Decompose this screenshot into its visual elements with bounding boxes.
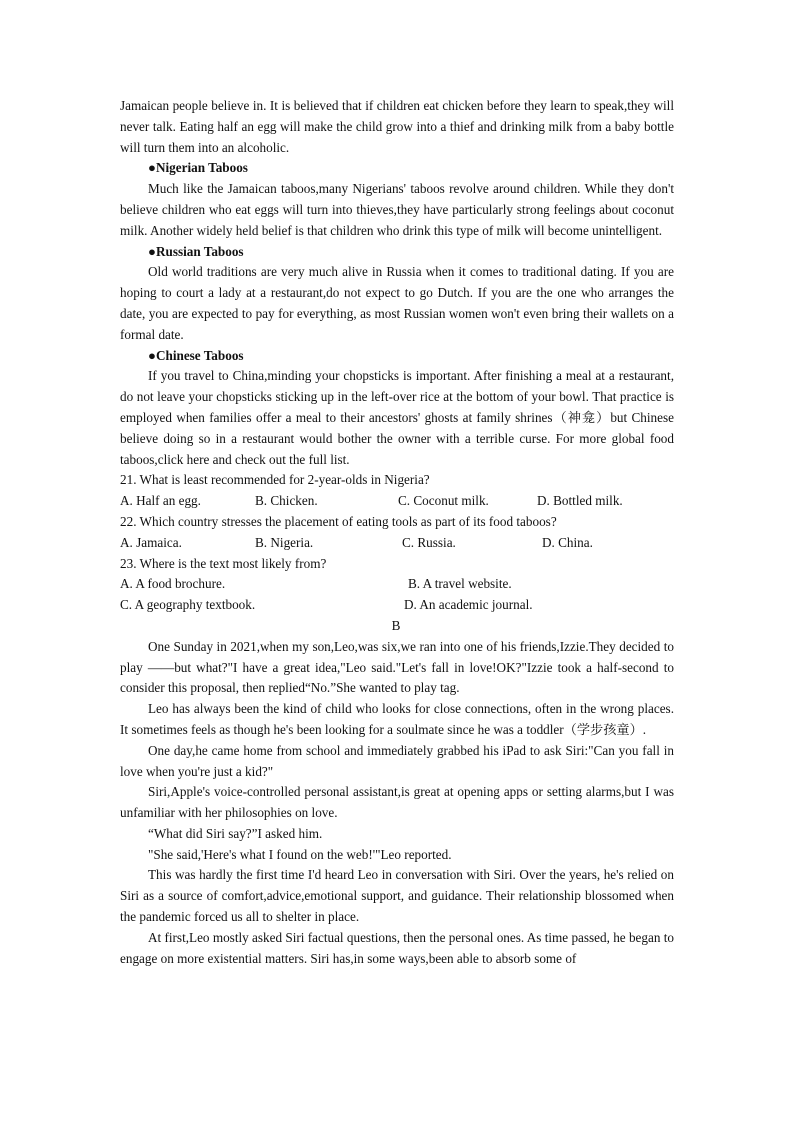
passage-b-paragraph: Siri,Apple's voice-controlled personal assistant,is great at opening apps or setting alarms,but I was unfamiliar with her philosophies on love. bbox=[120, 784, 674, 821]
option-c: C. A geography textbook. bbox=[120, 597, 256, 613]
passage-b-paragraph: Leo has always been the kind of child who looks for close connections, often in the wrong places. It sometimes feels as though he's been looking for a soulmate since he was a toddler（学步孩童）. bbox=[120, 701, 674, 737]
option-b: B. Nigeria. bbox=[255, 534, 314, 550]
section-text-nigerian: Much like the Jamaican taboos,many Nigerians' taboos revolve around children. While they don't believe children who eat eggs will turn into thieves,they have particularly strong feelings about coconut milk. Another widely held belief is that children who drink this type of milk will become unintelligent. bbox=[120, 181, 674, 238]
question-23-options-row1 bbox=[120, 574, 674, 595]
question-22-options bbox=[120, 533, 674, 554]
section-heading-chinese: ●Chinese Taboos bbox=[148, 347, 244, 363]
passage-b-paragraph: “What did Siri say?”I asked him. bbox=[148, 825, 323, 841]
passage-b-paragraph: This was hardly the first time I'd heard Leo in conversation with Siri. Over the years, he's relied on Siri as a source of comfort,advice,emotional support, and guidance. Their relationship blossomed when the pandemic forced us all to shelter in place. bbox=[120, 867, 674, 925]
intro-paragraph: Jamaican people believe in. It is believed that if children eat chicken before they learn to speak,they will never talk. Eating half an egg will make the child grow into a thief and drinking milk from a baby bottle will turn them into an alcoholic. bbox=[120, 98, 674, 155]
option-a: A. Jamaica. bbox=[120, 534, 182, 550]
section-heading-nigerian: ●Nigerian Taboos bbox=[148, 160, 248, 176]
option-c: C. Russia. bbox=[402, 534, 456, 550]
option-c: C. Coconut milk. bbox=[398, 493, 489, 509]
passage-b-paragraph: "She said,'Here's what I found on the web!'"Leo reported. bbox=[148, 846, 452, 862]
section-heading-russian: ●Russian Taboos bbox=[148, 243, 244, 259]
section-text-chinese: If you travel to China,minding your chopsticks is important. After finishing a meal at a restaurant, do not leave your chopsticks sticking up in the left-over rice at the bottom of your bowl. That practice is employed when families offer a meal to their ancestors' ghosts at family shrines（神龛）but Chinese believe doing so in a restaurant would bother the owner with a terrible curse. For more global food taboos,click here and check out the full list. bbox=[120, 368, 674, 467]
section-b-label: B bbox=[391, 617, 401, 633]
question-21-stem: 21. What is least recommended for 2-year-olds in Nigeria? bbox=[120, 472, 430, 488]
option-b: B. Chicken. bbox=[255, 493, 318, 509]
option-b: B. A travel website. bbox=[408, 576, 512, 592]
option-a: A. A food brochure. bbox=[120, 576, 226, 592]
option-d: D. Bottled milk. bbox=[537, 493, 623, 509]
option-d: D. China. bbox=[542, 534, 593, 550]
passage-b-paragraph: One day,he came home from school and immediately grabbed his iPad to ask Siri:"Can you fall in love when you're just a kid?" bbox=[120, 742, 674, 779]
option-a: A. Half an egg. bbox=[120, 493, 201, 509]
passage-b-paragraph: At first,Leo mostly asked Siri factual questions, then the personal ones. As time passed, he began to engage on more existential matters. Siri has,in some ways,been able to absorb some of bbox=[120, 929, 674, 966]
question-23-stem: 23. Where is the text most likely from? bbox=[120, 555, 327, 571]
question-23-options-row2 bbox=[120, 595, 674, 616]
question-21-options bbox=[120, 491, 674, 512]
passage-b-paragraph: One Sunday in 2021,when my son,Leo,was six,we ran into one of his friends,Izzie.They decided to play ——but what?"I have a great idea,"Leo said."Let's fall in love!OK?"Izzie took a half-second to consider this proposal, then replied“No.”She wanted to play tag. bbox=[120, 638, 674, 696]
document-page bbox=[120, 96, 674, 969]
section-text-russian: Old world traditions are very much alive in Russia when it comes to traditional dating. If you are hoping to court a lady at a restaurant,do not expect to go Dutch. If you are the one who arranges the date, you are expected to pay for everything, as most Russian women won't even bring their wallets on a formal date. bbox=[120, 264, 674, 342]
option-d: D. An academic journal. bbox=[404, 597, 533, 613]
question-22-stem: 22. Which country stresses the placement of eating tools as part of its food taboos? bbox=[120, 513, 557, 529]
